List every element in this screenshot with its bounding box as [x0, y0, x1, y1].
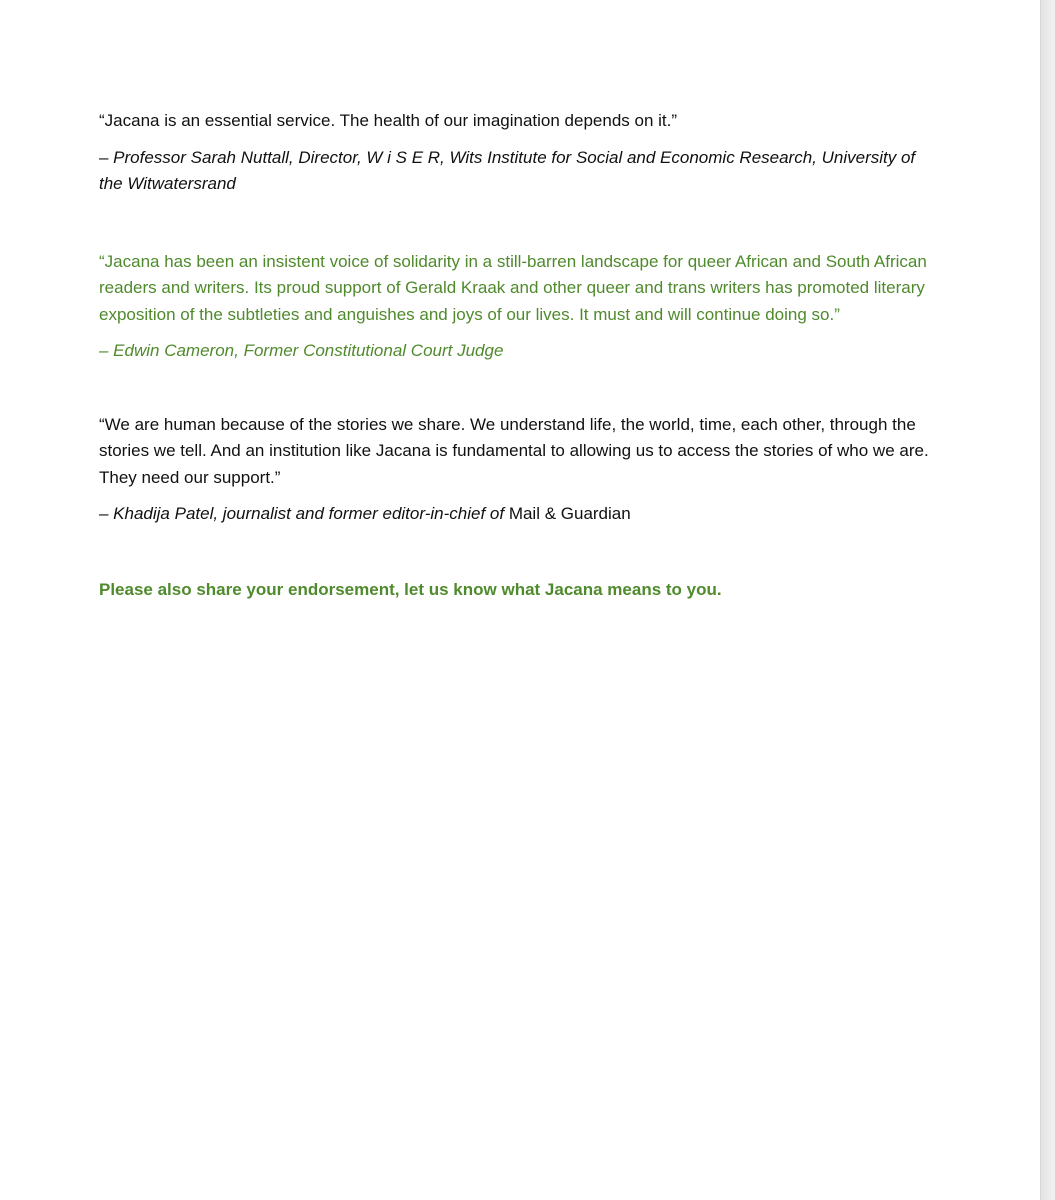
- endorsement-attribution: [99, 501, 929, 528]
- endorsement-quote: “Jacana is an essential service. The health of our imagination depends on it.”: [99, 111, 678, 130]
- page-edge: [1040, 0, 1055, 1200]
- publication-name: Mail & Guardian: [508, 504, 631, 523]
- endorsement-nuttall: [99, 108, 929, 198]
- endorsement-attribution: – Edwin Cameron, Former Constitutional Court Judge: [99, 341, 504, 360]
- endorsement-quote: “Jacana has been an insistent voice of solidarity in a still-barren landscape for queer African and South African readers and writers. Its proud support of Gerald Kraak and other queer and trans writers has promoted literary exposition of the subtleties and anguishes and joys of our lives. It must and will continue doing so.”: [99, 251, 927, 324]
- document-content: [99, 108, 929, 620]
- endorsement-cameron: [99, 249, 929, 365]
- endorsement-quote: “We are human because of the stories we share. We understand life, the world, time, each other, through the stories we tell. And an institution like Jacana is fundamental to allowing us to access the stories of who we are. They need our support.”: [99, 414, 929, 487]
- endorsement-attribution: – Professor Sarah Nuttall, Director, W i S E R, Wits Institute for Social and Economic Research, University of the Witwatersrand: [99, 147, 916, 193]
- attribution-text: – Khadija Patel, journalist and former editor-in-chief of: [99, 504, 505, 523]
- call-to-action: Please also share your endorsement, let us know what Jacana means to you.: [99, 579, 722, 599]
- endorsement-patel: [99, 412, 929, 528]
